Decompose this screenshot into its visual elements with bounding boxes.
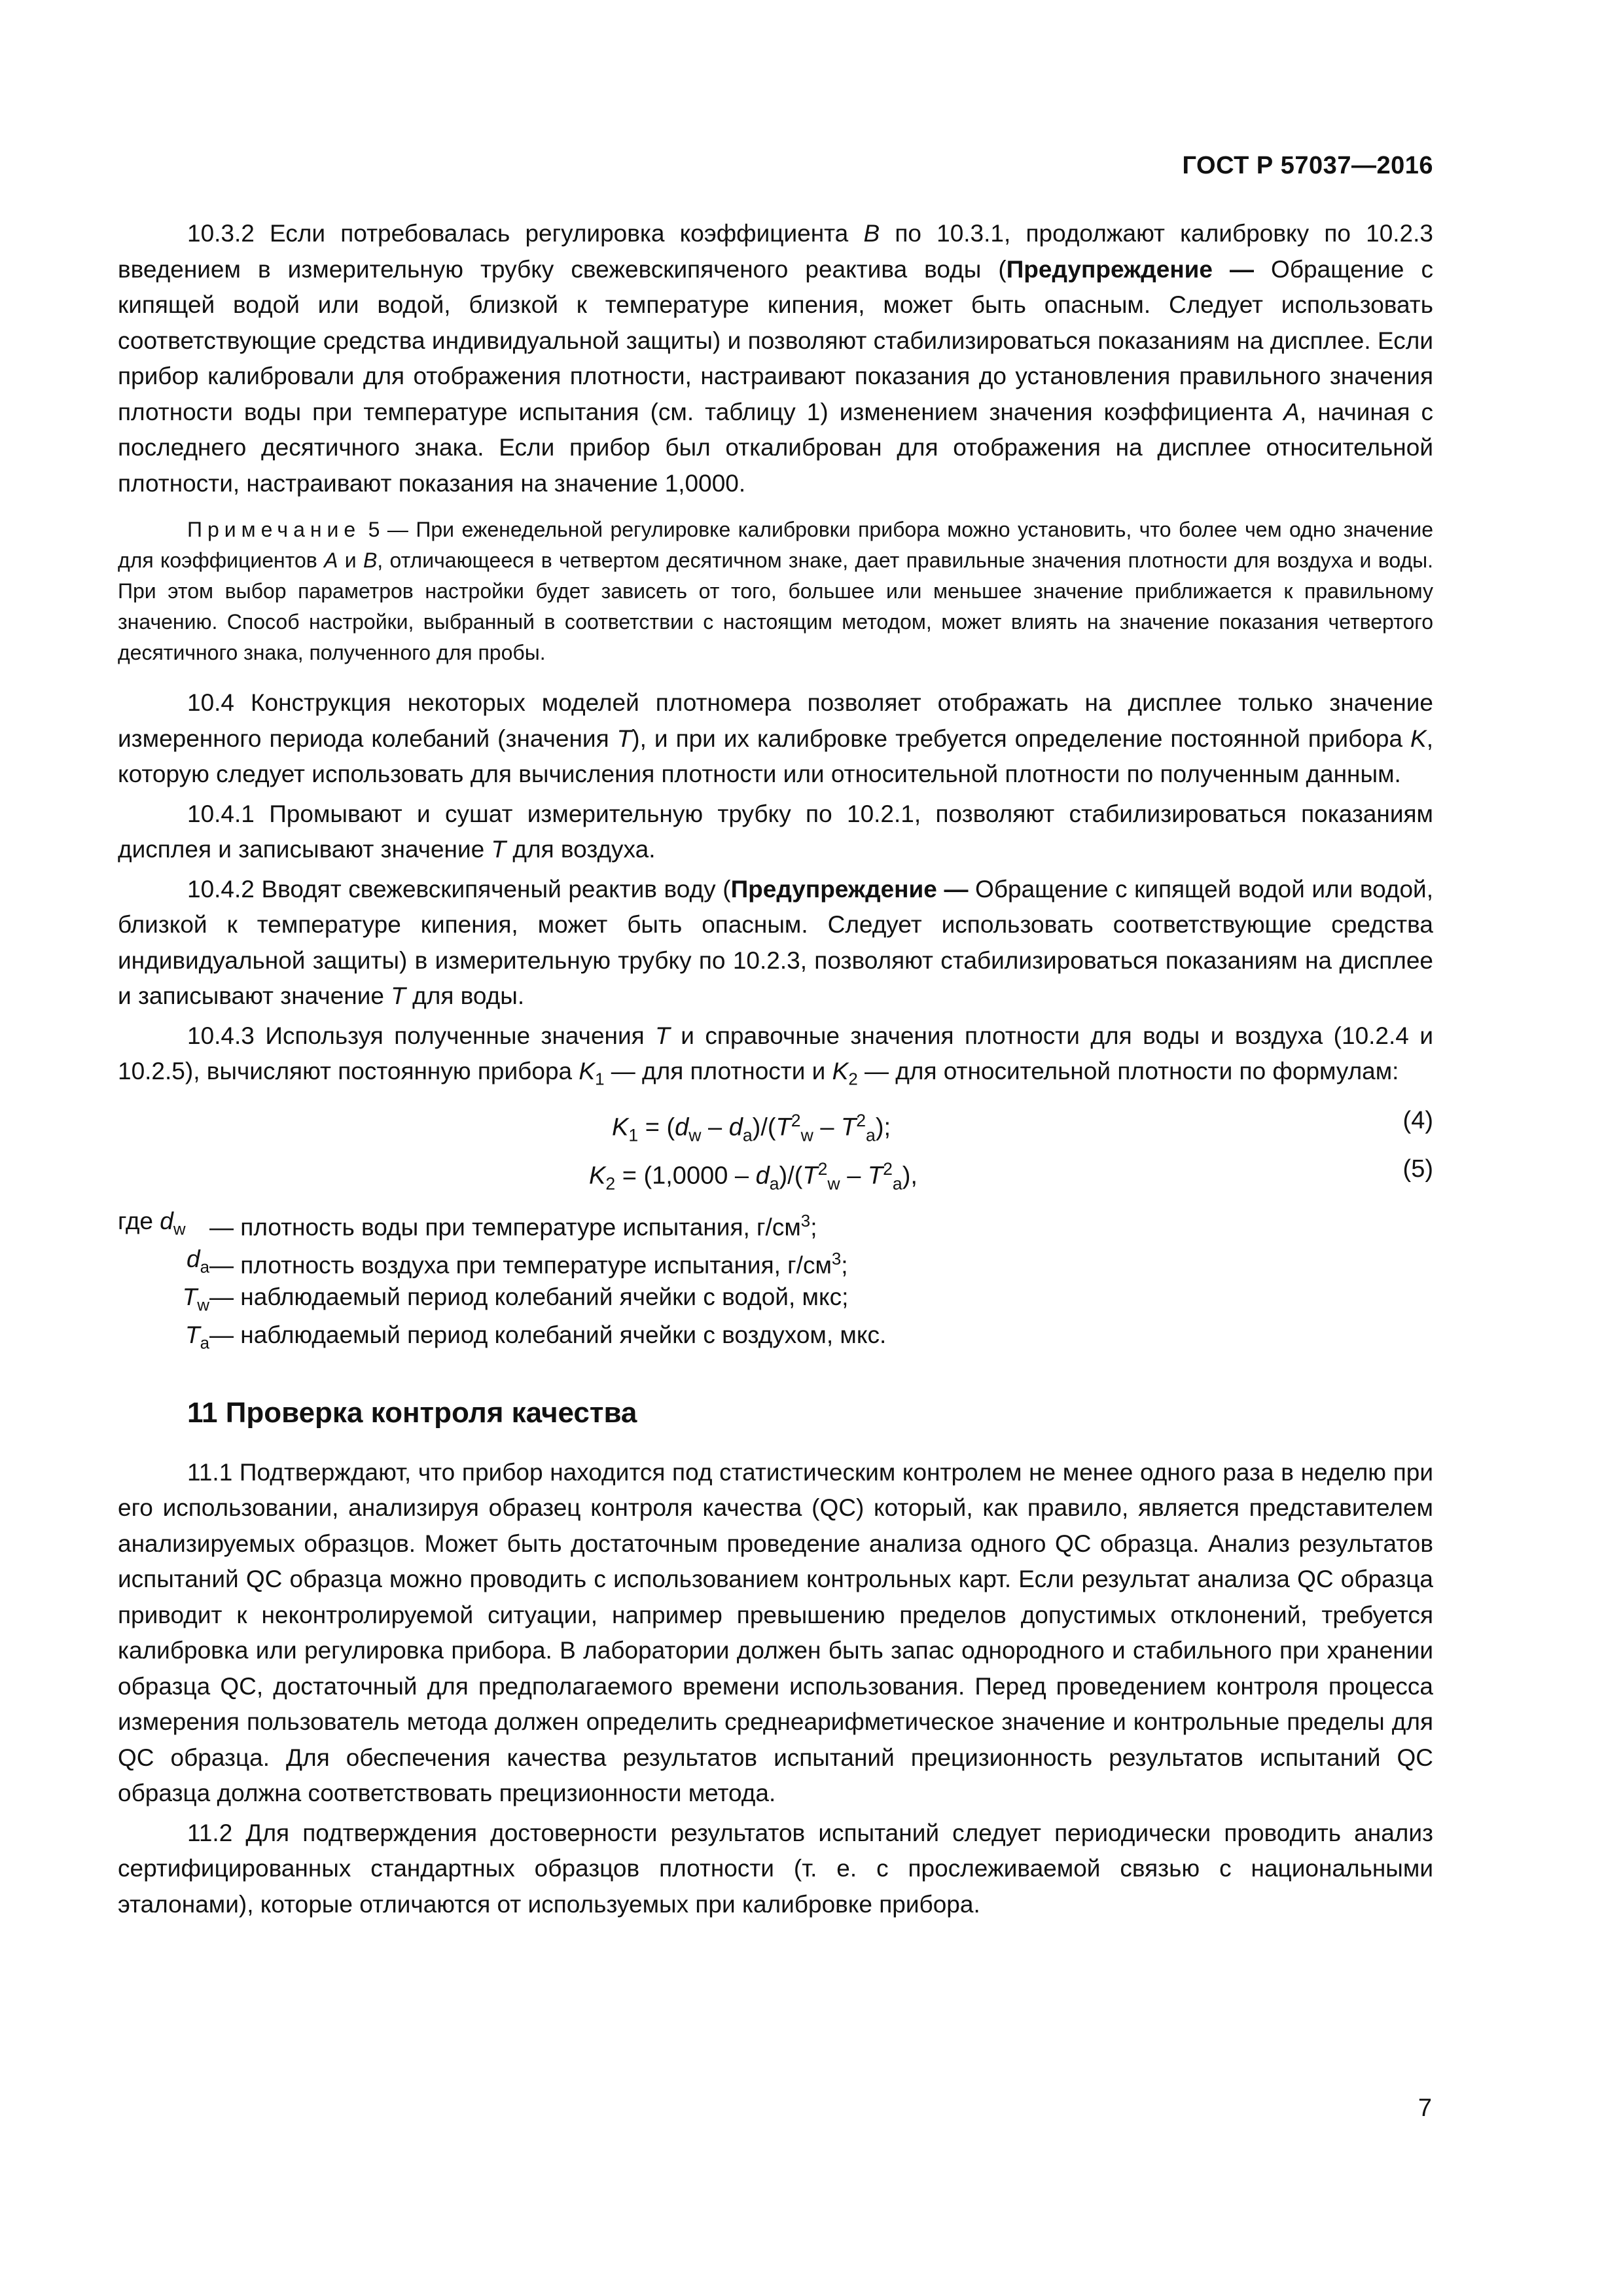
definition-da: $d_a$ — плотность воздуха при температуре испытания, $г/см^3$;: [187, 1245, 848, 1279]
definition-dw: где $d_w$ — плотность воды при температуре испытания, $г/см^3$;: [118, 1207, 817, 1241]
document-header: ГОСТ Р 57037—2016: [1182, 152, 1433, 179]
formula-5-expression: $K_2 = (1,0000 - d_a)/(T^2_w - T^2_a)$,: [589, 1158, 918, 1194]
formula-4-expression: $K_1 = (d_w - d_a)/(T^2_w - T^2_a)$;: [612, 1110, 891, 1145]
paragraph-10-4-1: 10.4.1 Промывают и сушат измерительную трубку по 10.2.1, позволяют стабилизироваться показаниям дисплея и записывают значение T для воздуха.: [118, 800, 1433, 863]
page-number: 7: [1418, 2094, 1432, 2122]
definition-ta: $T_a$ — наблюдаемый период колебаний ячейки с воздухом, мкс.: [185, 1321, 887, 1353]
formula-4-number: (4): [1402, 1106, 1433, 1134]
paragraph-10-4-2: 10.4.2 Вводят свежевскипяченый реактив воду (Предупреждение — Обращение с кипящей водой или водой, близкой к температуре кипения, может быть опасным. Следует использовать соответствующие средства индивидуальной защиты) в измерительную трубку по 10.2.3, позволяют стабилизироваться показаниям на дисплее и записывают значение T для воды.: [118, 875, 1433, 1009]
paragraph-10-3-2: 10.3.2 Если потребовалась регулировка коэффициента B по 10.3.1, продолжают калибровку по 10.2.3 введением в измерительную трубку свежевскипяченого реактива воды (Предупреждение — Обращение с кипящей водой или водой, близкой к температуре кипения, может быть опасным. Следует использовать соответствующие средства индивидуальной защиты) и позволяют стабилизироваться показаниям на дисплее. Если прибор калибровали для отображения плотности, настраивают показания до установления правильного значения плотности воды при температуре испытания (см. таблицу 1) изменением значения коэффициента A, начиная с последнего десятичного знака. Если прибор был откалиброван для отображения на дисплее относительной плотности, настраивают показания на значение 1,0000.: [118, 220, 1433, 497]
formula-5-number: (5): [1402, 1155, 1433, 1183]
document-body: [118, 216, 1433, 1922]
note-5: Примечание 5 — При еженедельной регулировке калибровки прибора можно установить, что более чем одно значение для коэффициентов A и B, отличающееся в четвертом десятичном знаке, дает правильные значения плотности для воздуха и воды. При этом выбор параметров настройки будет зависеть от того, большее или меньшее значение приближается к правильному значению. Способ настройки, выбранный в соответствии с настоящим методом, может влиять на значение показания четвертого десятичного знака, полученного для пробы.: [118, 518, 1434, 664]
formula-4: [118, 1098, 1433, 1146]
paragraph-10-4: 10.4 Конструкция некоторых моделей плотномера позволяет отображать на дисплее только значение измеренного периода колебаний (значения T), и при их калибровке требуется определение постоянной прибора K, которую следует использовать для вычисления плотности или относительной плотности по полученным данным.: [118, 689, 1434, 787]
formula-5: [118, 1146, 1433, 1194]
note-label: Примечание: [187, 518, 361, 541]
definition-tw: $T_w$ — наблюдаемый период колебаний ячейки с водой, мкс;: [182, 1283, 849, 1315]
paragraph-11-1: 11.1 Подтверждают, что прибор находится под статистическим контролем не менее одного раза в неделю при его использовании, анализируя образец контроля качества (QC) который, как правило, является представителем анализируемых образцов. Может быть достаточным проведение анализа одного QC образца. Анализ результатов испытаний QC образца можно проводить с использованием контрольных карт. Если результат анализа QC образца приводит к неконтролируемой ситуации, например превышению пределов допустимых отклонений, требуется калибровка или регулировка прибора. В лаборатории должен быть запас однородного и стабильного при хранении образца QC, достаточный для предполагаемого времени использования. Перед проведением контроля процесса измерения пользователь метода должен определить среднеарифметическое значение и контрольные пределы для QC образца. Для обеспечения качества результатов испытаний прецизионность результатов испытаний QC образца должна соответствовать прецизионности метода.: [118, 1458, 1433, 1807]
symbol-definitions: [118, 1204, 1433, 1355]
section-11-title: 11 Проверка контроля качества: [187, 1396, 637, 1429]
paragraph-10-4-3: 10.4.3 Используя полученные значения T и справочные значения плотности для воды и воздуха (10.2.4 и 10.2.5), вычисляют постоянную прибора $K_1$ — для плотности и $K_2$ — для относительной плотности по формулам:: [118, 1022, 1434, 1089]
paragraph-11-2: 11.2 Для подтверждения достоверности результатов испытаний следует периодически проводить анализ сертифицированных стандартных образцов плотности (т. е. с прослеживаемой связью с национальными эталонами), которые отличаются от используемых при калибровке прибора.: [118, 1819, 1433, 1918]
